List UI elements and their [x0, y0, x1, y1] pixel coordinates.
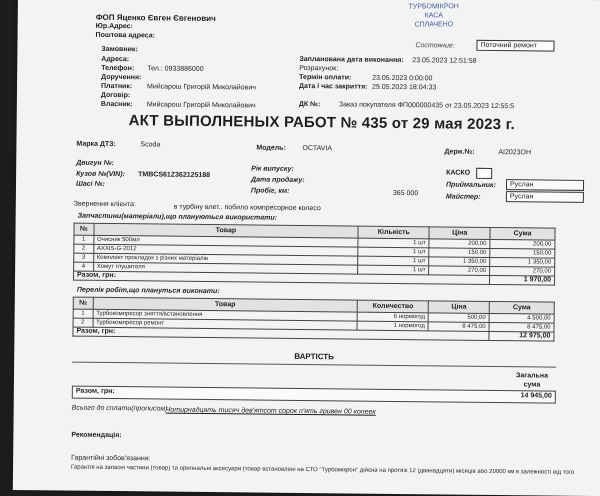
closed-value: 29.05.2023 18:04:33 — [372, 83, 437, 92]
payer-label: Платник: — [101, 82, 133, 91]
complaint-value: в турбіну влет.. побило компресорное колесо — [173, 203, 321, 213]
postal-address-label: Поштова адреса: — [95, 31, 156, 40]
master-value: Руслан — [506, 191, 584, 203]
status-label: Состояние: — [415, 42, 455, 50]
phone-label: Телефон: — [101, 64, 135, 73]
col-qty: Кількість — [358, 226, 429, 239]
col-item: Товар — [94, 223, 359, 238]
work-act-document — [13, 0, 600, 496]
address-label: Адреса: — [101, 55, 130, 64]
master-label: Майстер: — [445, 193, 481, 201]
sale-label: Дата продажу: — [251, 176, 305, 185]
parts-heading: Запчастини(матеріали),що плануються використати: — [77, 212, 278, 222]
table-row: 3 Комплект прокладок з різних матеріалів 1 шт 1 350,00 1 350,00 — [74, 253, 555, 267]
casco-checkbox — [476, 168, 492, 179]
casco-label: КАСКО — [446, 169, 471, 177]
document-title: АКТ ВЫПОЛНЕНЫХ РАБОТ № 435 от 29 мая 2023 г. — [128, 112, 516, 134]
table-row: 2 AXXIS-G-2012 1 шт 150,00 150,00 — [74, 244, 555, 258]
cost-total-row — [72, 386, 556, 404]
col-item: Товар — [93, 297, 358, 312]
cost-total-label: Разом, грн: — [75, 387, 115, 396]
complaint-label: Звернення клієнта: — [73, 200, 136, 209]
parts-table — [73, 223, 556, 286]
mileage-label: Пробіг, км: — [250, 187, 290, 195]
table-row: 2 Турбокомпресор ремонт 1 нормогод 8 475,00 8 475,00 — [73, 318, 554, 332]
phone-value: Тел.: 0933886000 — [147, 65, 204, 73]
company-name: ФОП Яценко Євген Євгенович — [95, 12, 216, 24]
make-value: Scoda — [140, 141, 161, 149]
col-price: Ціна — [429, 227, 490, 240]
chassis-label: Шасі №: — [75, 180, 105, 188]
planned-value: 23.05.2023 12:51:58 — [412, 57, 477, 65]
model-value: OCTAVIA — [302, 144, 333, 153]
table-row: 1 Турбокомпресор зняття/встановлення 6 нормогод 500,00 4 500,00 — [73, 309, 554, 323]
amount-words-value: Чотирнадцять тисяч дев'ятсот сорок п'ять гривен 00 копеек — [165, 406, 376, 416]
receiver-value: Руслан — [506, 179, 584, 191]
paid-stamp: ТУРБОМІКРОН КАСА СПЛАЧЕНО — [408, 3, 459, 29]
due-label: Термін оплати: — [299, 73, 352, 82]
owner-value: Мийсарош Григорій Миколайович — [146, 101, 256, 110]
cost-heading: ВАРТІСТЬ — [294, 351, 334, 362]
cost-total-value: 14 945,00 — [520, 392, 552, 400]
works-table — [72, 297, 554, 342]
legal-address-label: Юр.Адрес: — [95, 22, 133, 31]
owner-label: Власник: — [100, 100, 133, 109]
authorization-label: Доручення: — [101, 73, 142, 82]
payer-value: Мийсарош Григорій Миколайович — [146, 83, 256, 92]
col-number: № — [73, 297, 93, 309]
contract-label: Договір: — [100, 91, 131, 100]
year-label: Рік випуску: — [251, 165, 294, 173]
settlement-label: Розрахунок: — [299, 64, 339, 73]
parts-total-row: Разом, грн: 1 970,00 — [74, 271, 555, 285]
table-row: 4 Хомут глушителя 1 шт 270,00 270,00 — [74, 262, 555, 276]
col-price: Ціна — [429, 301, 490, 314]
col-qty: Количество — [357, 300, 428, 313]
warranty-label: Гарантійні зобов'язання: — [71, 454, 151, 463]
col-sum: Сума — [490, 227, 555, 240]
status-value: Поточний ремонт — [476, 40, 554, 52]
body-value: TMBCS61Z362125188 — [138, 171, 211, 180]
dk-value: Заказ покупателя ФП000000435 от 23.05.2023 12:55:5 — [338, 101, 515, 111]
total-sum-label: Загальна сума — [516, 372, 549, 389]
amount-words-label: Всього до сплати(прописом) — [71, 404, 168, 413]
plate-value: AI2023OH — [498, 149, 532, 157]
due-value: 23.05.2023 0:00:00 — [372, 74, 433, 83]
works-total-row: Разом, грн: 12 975,00 — [73, 327, 554, 341]
cost-divider — [72, 362, 556, 368]
engine-label: Двигун №: — [76, 159, 114, 168]
col-sum: Сума — [489, 301, 554, 314]
body-label: Кузов №(VIN): — [76, 170, 125, 179]
works-heading: Перелік робіт,що плануться виконати: — [76, 286, 220, 296]
mileage-value: 365 000 — [392, 189, 419, 198]
make-label: Марка ДТЗ: — [76, 140, 116, 149]
receiver-label: Приймальник: — [445, 181, 496, 190]
planned-label: Запланована дата виконання: — [299, 55, 404, 65]
plate-label: Держ.№: — [444, 148, 475, 156]
table-row: 1 Очисник 500мл 1 шт 200,00 200,00 — [74, 235, 555, 249]
recommendation-label: Рекомендація: — [71, 431, 122, 440]
customer-label: Замовник: — [101, 45, 138, 54]
dk-label: ДК №: — [298, 100, 321, 109]
closed-label: Дата і час закриття: — [299, 82, 368, 91]
warranty-text: Гарантія на запасні частини (товар) та оригінальні аксесуари (товар встановлені на СТО "Турбомікрон" дійсна на протязі 12 (дванадцяти) місяців або 20000 км в залежності від того — [71, 464, 575, 476]
col-number: № — [74, 223, 94, 235]
model-label: Модель: — [256, 144, 286, 152]
